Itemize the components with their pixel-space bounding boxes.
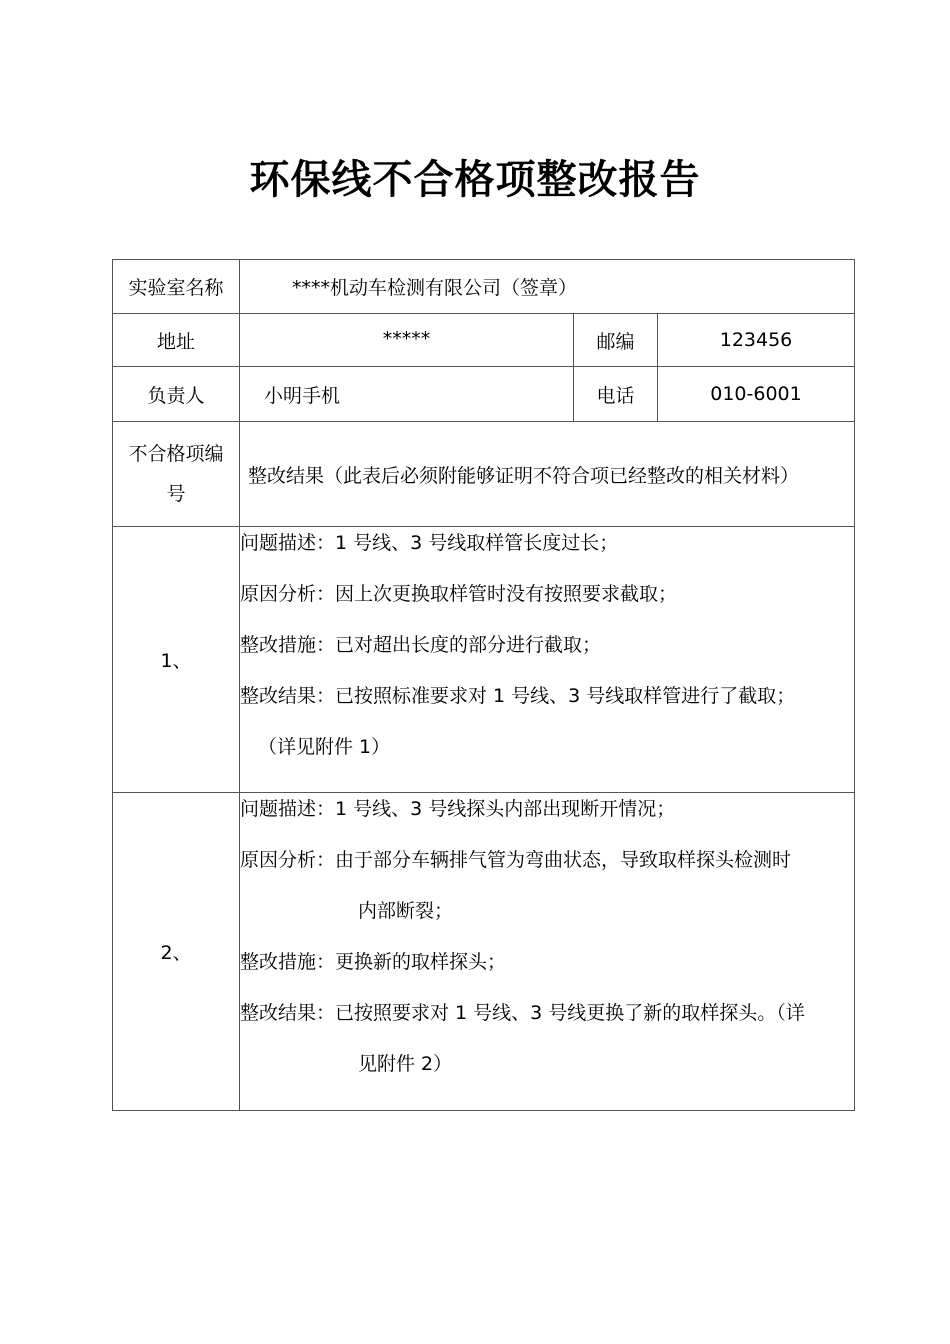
phone-value: 010-6001 [658,367,855,422]
person-row [113,367,855,422]
correction-result-continued: 见附件 2） [358,1053,453,1075]
cause-analysis-continued: 内部断裂； [358,900,454,922]
column-header-row [113,422,855,527]
correction-result: 整改结果：已按照标准要求对 1 号线、3 号线取样管进行了截取； [240,685,796,707]
address-label: 地址 [113,314,240,367]
item-no-header: 不合格项编号 [113,422,240,527]
item-content [240,527,855,793]
problem-description: 问题描述：1 号线、3 号线取样管长度过长； [240,532,619,554]
person-label: 负责人 [113,367,240,422]
report-table [112,259,855,1111]
result-header: 整改结果（此表后必须附能够证明不符合项已经整改的相关材料） [240,422,855,527]
address-row [113,314,855,367]
lab-name-label: 实验室名称 [113,260,240,314]
address-value: ***** [240,314,574,367]
lab-row [113,260,855,314]
cause-analysis: 原因分析：由于部分车辆排气管为弯曲状态，导致取样探头检测时 [240,849,792,871]
cause-analysis: 原因分析：因上次更换取样管时没有按照要求截取； [240,583,678,605]
lab-name-value: ****机动车检测有限公司（签章） [240,260,855,314]
problem-description: 问题描述：1 号线、3 号线探头内部出现断开情况； [240,798,676,820]
item-number: 1、 [113,527,240,793]
corrective-measure: 整改措施：更换新的取样探头； [240,951,507,973]
page-title: 环保线不合格项整改报告 [249,157,701,203]
item-row [113,527,855,793]
attachment-note: （详见附件 1） [258,736,391,758]
postcode-value: 123456 [658,314,855,367]
postcode-label: 邮编 [574,314,658,367]
phone-label: 电话 [574,367,658,422]
item-number: 2、 [113,793,240,1111]
item-row [113,793,855,1111]
correction-result: 整改结果：已按照要求对 1 号线、3 号线更换了新的取样探头。（详 [240,1002,805,1024]
person-value: 小明手机 [240,367,574,422]
item-content [240,793,855,1111]
corrective-measure: 整改措施：已对超出长度的部分进行截取； [240,634,602,656]
